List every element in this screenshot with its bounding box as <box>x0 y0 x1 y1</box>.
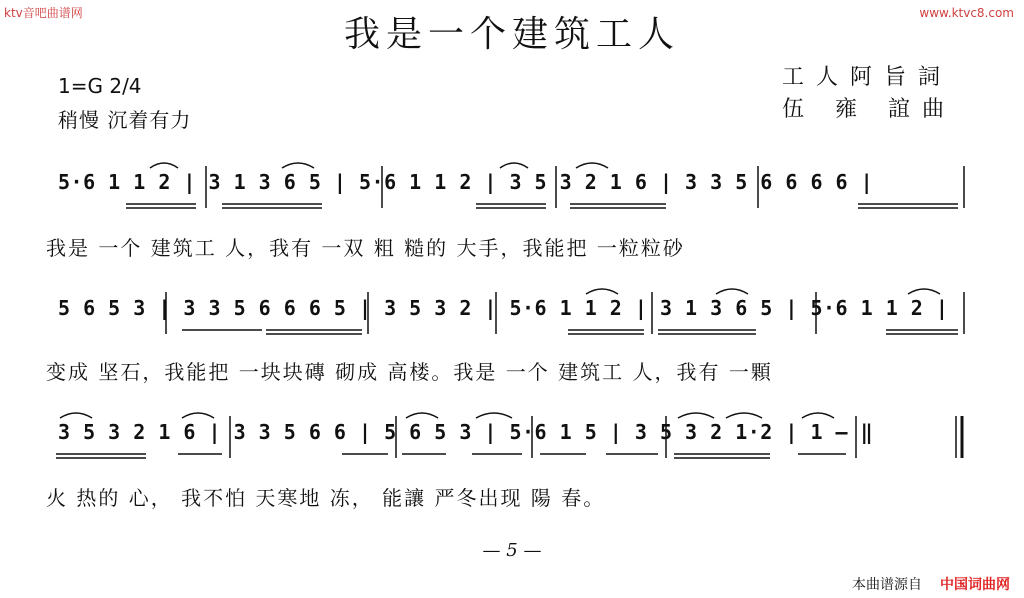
score-line-1-notation: 5·6 1 1 2 | 3 1 3 6 5 | 5·6 1 1 2 | 3 5 3 2 1 6 | 3 3 5 6 6 6 6 | <box>58 170 874 194</box>
source-label: 本曲谱源自 <box>852 577 922 593</box>
composer-credit: 伍 雍 誼曲 <box>782 97 956 122</box>
watermark-right: www.ktvc8.com <box>919 6 1014 20</box>
source-credit <box>852 574 1010 594</box>
score-line-3-notation: 3 5 3 2 1 6 | 3 3 5 6 6 | 5 6 5 3 | 5·6 1 5 | 3 5 3 2 1·2 | 1 — ‖ <box>58 420 874 444</box>
tempo-marking: 稍慢 沉着有力 <box>58 108 192 132</box>
lyricist-credit: 工人阿旨詞 <box>782 65 953 90</box>
key-signature: 1=G 2/4 <box>58 74 142 98</box>
score-line-3-lyrics: 火 热的 心， 我不怕 天寒地 冻， 能讓 严冬出现 陽 春。 <box>46 486 606 510</box>
watermark-left: ktv音吧曲谱网 <box>4 6 83 20</box>
score-line-2-notation: 5 6 5 3 | 3 3 5 6 6 6 5 | 3 5 3 2 | 5·6 1 1 2 | 3 1 3 6 5 | 5·6 1 1 2 | <box>58 296 949 320</box>
score-line-1-lyrics: 我是 一个 建筑工 人，我有 一双 粗 糙的 大手，我能把 一粒粒砂 <box>46 236 685 260</box>
page-number: — 5 — <box>482 540 542 561</box>
source-brand[interactable]: 中国词曲网 <box>940 577 1010 593</box>
song-title: 我是一个建筑工人 <box>343 14 680 55</box>
score-line-2-lyrics: 变成 坚石，我能把 一块块磚 砌成 高楼。我是 一个 建筑工 人，我有 一顆 <box>46 360 773 384</box>
